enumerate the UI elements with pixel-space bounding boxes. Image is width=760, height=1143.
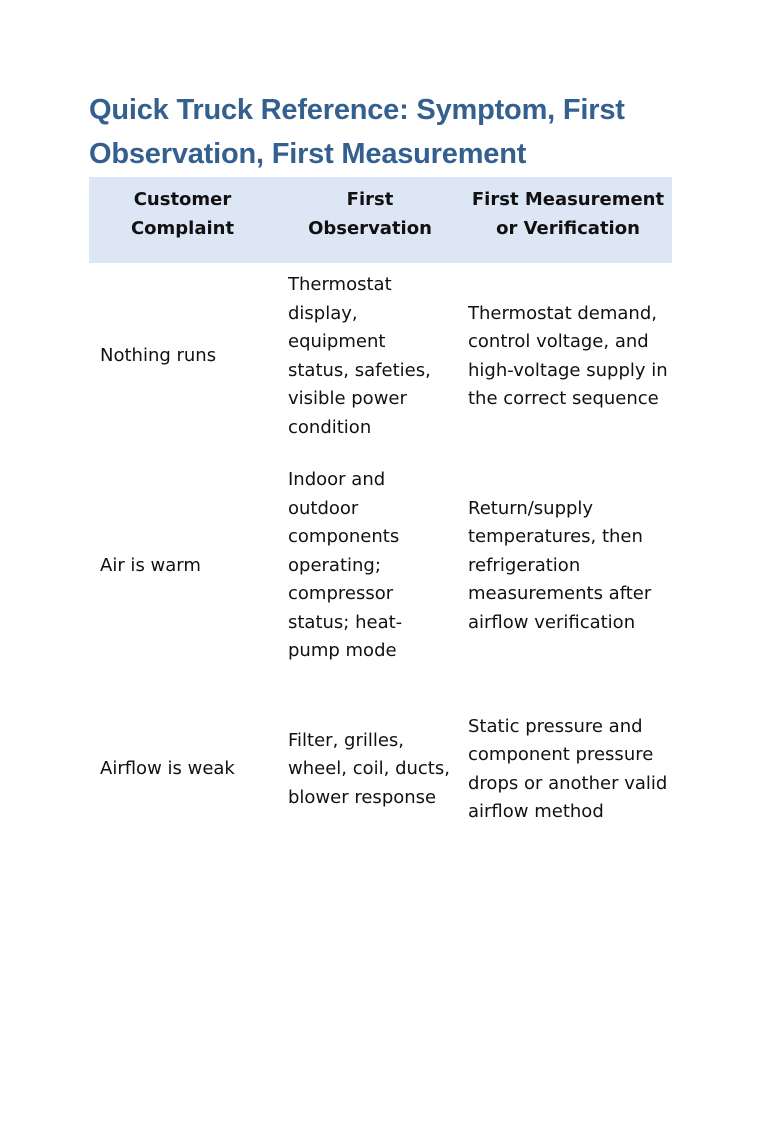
complaint-cell: Nothing runs xyxy=(100,345,217,367)
column-header-customer-complaint: Customer Complaint xyxy=(89,177,276,263)
page-title: Quick Truck Reference: Symptom, First Observation, First Measurement xyxy=(89,94,625,170)
measurement-cell: Return/supply temperatures, then refrigeration measurements after airflow verification xyxy=(468,497,652,633)
measurement-cell: Thermostat demand, control voltage, and high-voltage supply in the correct sequence xyxy=(468,302,668,409)
complaint-cell: Air is warm xyxy=(100,554,201,576)
column-header-first-observation: First Observation xyxy=(276,177,464,263)
complaint-cell: Airflow is weak xyxy=(100,758,235,780)
reference-table xyxy=(89,177,672,863)
observation-cell: Thermostat display, equipment status, safeties, visible power condition xyxy=(288,274,431,438)
table-row xyxy=(89,263,672,458)
table-body xyxy=(89,263,672,863)
column-header-first-measurement: First Measurement or Verification xyxy=(464,177,672,263)
document-page xyxy=(89,88,672,863)
table-header xyxy=(89,177,672,263)
measurement-cell: Static pressure and component pressure drops or another valid airflow method xyxy=(468,715,668,822)
table-header-row xyxy=(89,177,672,263)
observation-cell: Filter, grilles, wheel, coil, ducts, blower response xyxy=(288,729,450,808)
table-row xyxy=(89,458,672,682)
table-row xyxy=(89,682,672,863)
observation-cell: Indoor and outdoor components operating; compressor status; heat-pump mode xyxy=(288,469,403,662)
